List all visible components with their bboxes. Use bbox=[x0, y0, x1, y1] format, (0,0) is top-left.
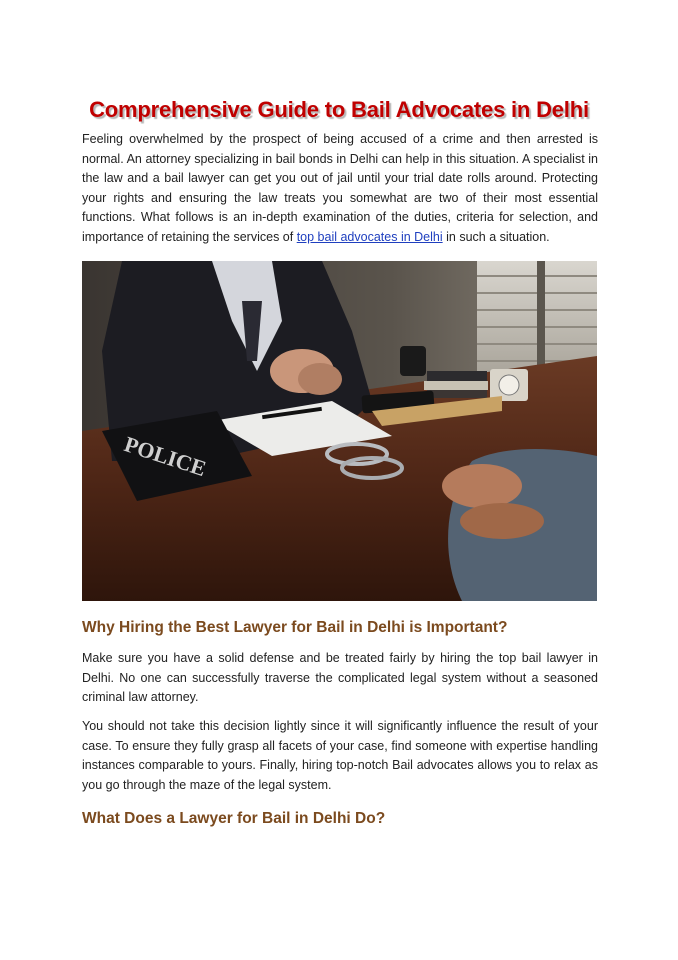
police-badge-text: POLICE bbox=[121, 431, 210, 482]
police-meeting-photo bbox=[82, 261, 597, 601]
intro-text-after-link: in such a situation. bbox=[442, 229, 550, 244]
section-paragraph: You should not take this decision lightly since it will significantly influence the result of your case. To ensure they fully grasp all facets of your case, find someone with expertise handling instances comparable to yours. Finally, hiring top-notch Bail advocates allows you to relax as you go through the maze of the legal system. bbox=[82, 719, 598, 792]
section-heading-importance: Why Hiring the Best Lawyer for Bail in Delhi is Important? bbox=[82, 619, 508, 636]
page-title: Comprehensive Guide to Bail Advocates in Delhi bbox=[89, 96, 589, 122]
intro-paragraph bbox=[82, 130, 598, 248]
intro-text-before-link: Feeling overwhelmed by the prospect of being accused of a crime and then arrested is normal. An attorney specializing in bail bonds in Delhi can help in this situation. A specialist in the law and a bail lawyer can get you out of jail until your trial date rolls around. Protecting your rights and ensuring the law treats you somewhat are two of their most essential functions. What follows is an in-depth examination of the duties, criteria for selection, and importance of retaining the services of bbox=[82, 132, 598, 244]
section-paragraph: Make sure you have a solid defense and be treated fairly by hiring the top bail lawyer in Delhi. No one can successfully traverse the complicated legal system without a seasoned criminal law attorney. bbox=[82, 651, 598, 705]
section-heading-duties: What Does a Lawyer for Bail in Delhi Do? bbox=[82, 810, 386, 827]
bail-advocates-link[interactable]: top bail advocates in Delhi bbox=[296, 229, 443, 244]
